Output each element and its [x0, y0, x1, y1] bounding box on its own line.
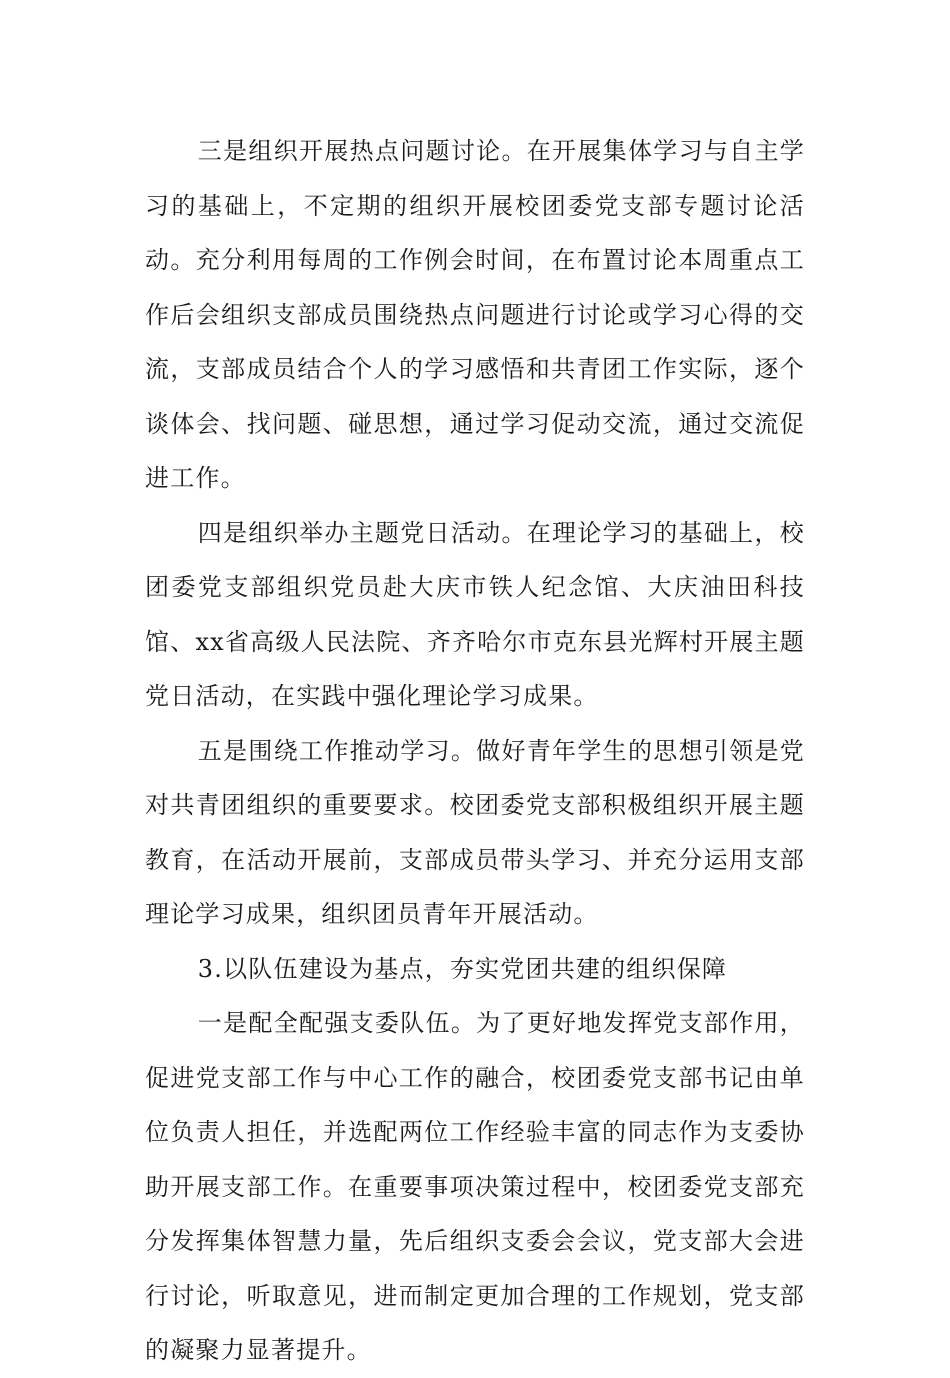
paragraph-hotspot-discussion: 三是组织开展热点问题讨论。在开展集体学习与自主学习的基础上，不定期的组织开展校团委党支部专题讨论活动。充分利用每周的工作例会时间，在布置讨论本周重点工作后会组织支部成员围绕热点问题进行讨论或学习心得的交流，支部成员结合个人的学习感悟和共青团工作实际，逐个谈体会、找问题、碰思想，通过学习促动交流，通过交流促进工作。 — [145, 137, 805, 492]
paragraph-work-driven-study: 五是围绕工作推动学习。做好青年学生的思想引领是党对共青团组织的重要要求。校团委党支部积极组织开展主题教育，在活动开展前，支部成员带头学习、并充分运用支部理论学习成果，组织团员青年开展活动。 — [145, 736, 805, 928]
document-body — [145, 124, 805, 1378]
paragraph-party-day-activity: 四是组织举办主题党日活动。在理论学习的基础上，校团委党支部组织党员赴大庆市铁人纪念馆、大庆油田科技馆、xx省高级人民法院、齐齐哈尔市克东县光辉村开展主题党日活动，在实践中强化理论学习成果。 — [145, 518, 805, 710]
section-heading: 3.以队伍建设为基点，夯实党团共建的组织保障 — [197, 954, 728, 983]
paragraph-committee-team: 一是配全配强支委队伍。为了更好地发挥党支部作用，促进党支部工作与中心工作的融合，校团委党支部书记由单位负责人担任，并选配两位工作经验丰富的同志作为支委协助开展支部工作。在重要事项决策过程中，校团委党支部充分发挥集体智慧力量，先后组织支委会会议，党支部大会进行讨论，听取意见，进而制定更加合理的工作规划，党支部的凝聚力显著提升。 — [145, 1009, 805, 1364]
